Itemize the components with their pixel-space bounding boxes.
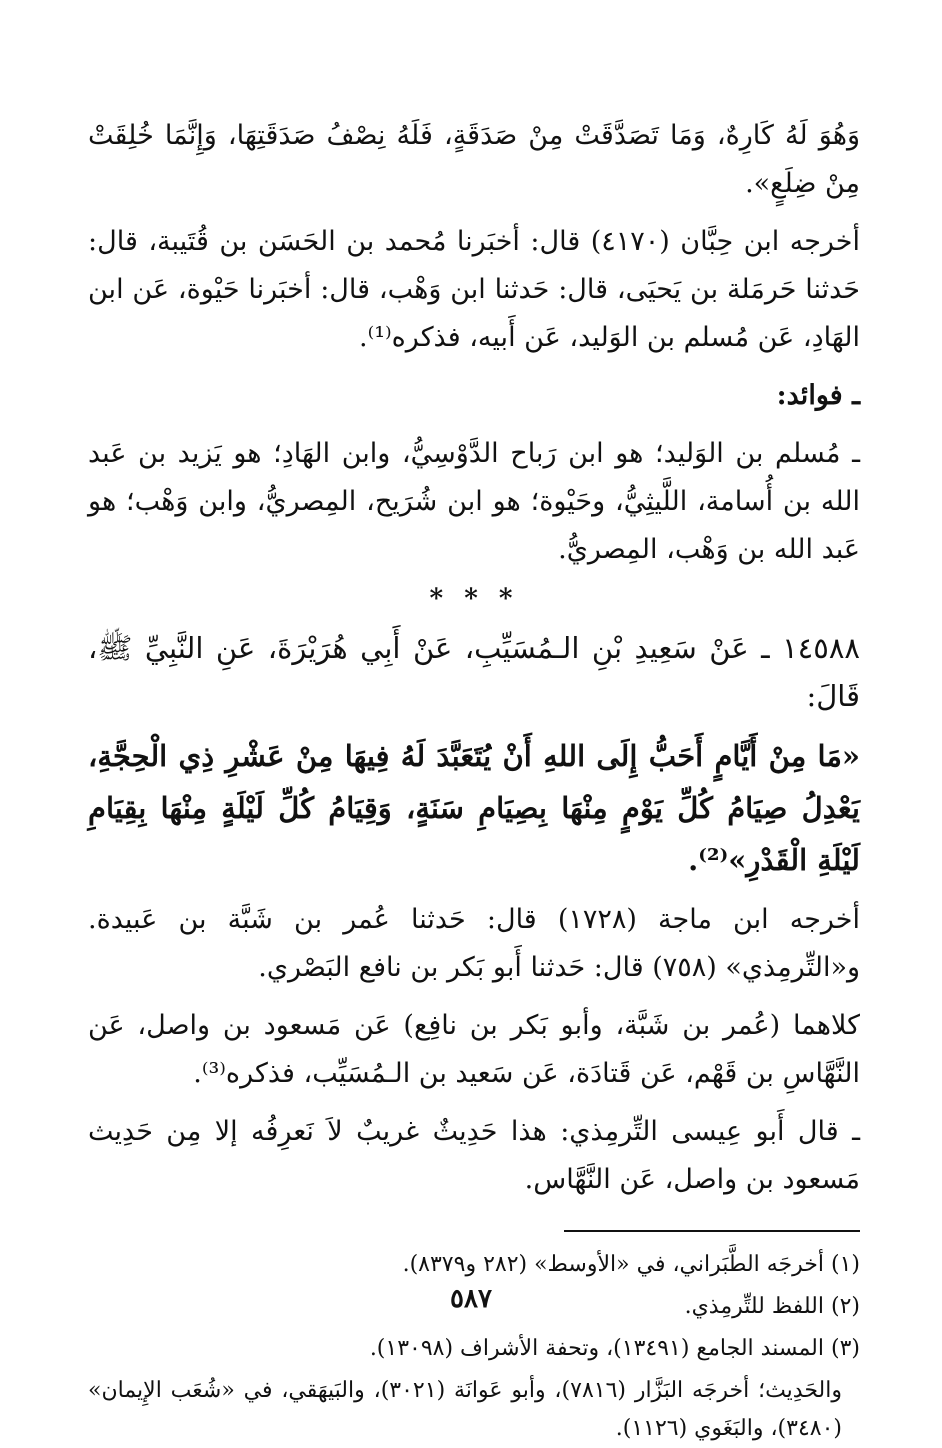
paragraph-takhrij-ibn-hibban: أخرجه ابن حِبَّان (٤١٧٠) قال: أخبَرنا مُحمد بن الحَسَن بن قُتَيبة، قال: حَدثنا حَرمَلة بن يَحيَى، قال: حَدثنا ابن وَهْب، قال: أخبَرنا حَيْوة، عَن ابن الهَادِ، عَن مُسلم بن الوَليد، عَن أَبيه، فذكره⁽¹⁾. bbox=[88, 226, 860, 353]
document-page bbox=[88, 112, 861, 1441]
paragraph-tirmidhi-comment: ـ قال أَبو عِيسى التِّرمِذي: هذا حَدِيثٌ غريبٌ لاَ نَعرِفُه إلا مِن حَدِيث مَسعود بن واصل، عَن النَّهَّاس. bbox=[88, 1116, 860, 1195]
footnote-divider bbox=[564, 1230, 860, 1232]
footnote-3-continuation: والحَدِيث؛ أخرجَه البَزَّار (٧٨١٦)، وأبو عَوانَة (٣٠٢١)، والبَيهَقي، في «شُعَب الإِيمان» (٣٤٨٠)، والبَغَوي (١١٢٦). bbox=[88, 1378, 842, 1441]
section-separator-stars: * * * bbox=[429, 584, 519, 614]
footnote-2: (٢) اللفظ للتِّرمِذي. bbox=[684, 1294, 860, 1319]
page-number: ٥٨٧ bbox=[450, 1284, 492, 1314]
hadith-isnad-14588: ١٤٥٨٨ ـ عَنْ سَعِيدِ بْنِ الـمُسَيِّبِ، عَنْ أَبِي هُرَيْرَةَ، عَنِ النَّبِيِّ ﷺ، قَالَ: bbox=[88, 631, 860, 713]
paragraph-benefits: ـ مُسلم بن الوَليد؛ هو ابن رَباح الدَّوْسِيُّ، وابن الهَادِ؛ هو يَزيد بن عَبد الله بن أُسامة، اللَّيثِيُّ، وحَيْوة؛ هو ابن شُرَيح، المِصريُّ، وابن وَهْب؛ هو عَبد الله بن وَهْب، المِصريُّ. bbox=[88, 438, 860, 565]
paragraph-hadith-end: وَهُوَ لَهُ كَارِهٌ، وَمَا تَصَدَّقَتْ مِنْ صَدَقَةٍ، فَلَهُ نِصْفُ صَدَقَتِهَا، وَإِنَّمَا خُلِقَتْ مِنْ ضِلَعٍ». bbox=[88, 120, 860, 199]
hadith-matn-14588: «مَا مِنْ أَيَّامٍ أَحَبُّ إِلَى اللهِ أَنْ يُتَعَبَّدَ لَهُ فِيهَا مِنْ عَشْرِ ذِي الْحِجَّةِ، يَعْدِلُ صِيَامُ كُلِّ يَوْمٍ مِنْهَا بِصِيَامِ سَنَةٍ، وَقِيَامُ كُلِّ لَيْلَةٍ مِنْهَا بِقِيَامِ لَيْلَةِ الْقَدْرِ»⁽²⁾. bbox=[88, 739, 860, 877]
footnote-3: (٣) المسند الجامع (١٣٤٩١)، وتحفة الأشراف (١٣٠٩٨). bbox=[369, 1336, 860, 1361]
footnote-1: (١) أخرجَه الطَّبَراني، في «الأوسط» (٢٨٢ و٨٣٧٩). bbox=[402, 1252, 860, 1277]
paragraph-takhrij-ibn-majah: أخرجه ابن ماجة (١٧٢٨) قال: حَدثنا عُمر بن شَبَّة بن عَبيدة. و«التِّرمِذي» (٧٥٨) قال: حَدثنا أَبو بَكر بن نافع البَصْري. bbox=[88, 904, 861, 983]
benefits-heading: ـ فوائد: bbox=[776, 380, 860, 411]
paragraph-chain-convergence: كلاهما (عُمر بن شَبَّة، وأبو بَكر بن نافِع) عَن مَسعود بن واصل، عَن النَّهَّاسِ بن قَهْم، عَن قَتادَة، عَن سَعيد بن الـمُسَيِّب، فذكره⁽³⁾. bbox=[88, 1010, 860, 1089]
